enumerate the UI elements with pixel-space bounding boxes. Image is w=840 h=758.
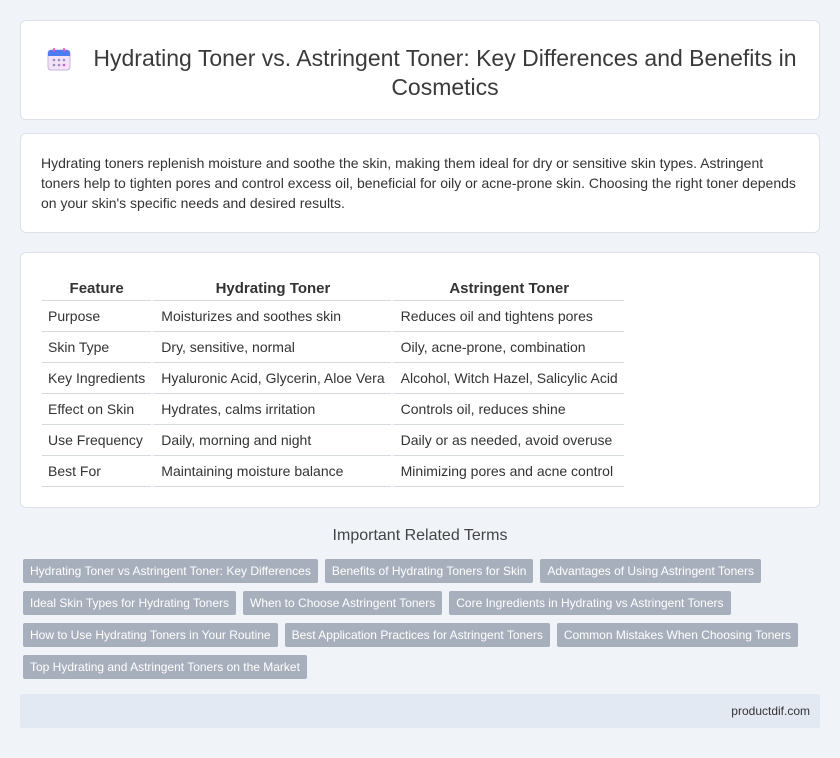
related-term-tag[interactable]: When to Choose Astringent Toners: [243, 591, 442, 615]
intro-paragraph: Hydrating toners replenish moisture and soothe the skin, making them ideal for dry or sensitive skin types. Astringent toners help to tighten pores and control excess oil, beneficial for oily or acne-prone skin. Choosing the right toner depends on your skin's specific needs and desired results.: [41, 155, 796, 211]
table-cell: Skin Type: [42, 332, 151, 363]
related-term-tag[interactable]: Best Application Practices for Astringent Toners: [285, 623, 550, 647]
related-term-tag[interactable]: Advantages of Using Astringent Toners: [540, 559, 761, 583]
table-cell: Minimizing pores and acne control: [391, 456, 624, 487]
comparison-card: [20, 252, 820, 508]
related-term-tag[interactable]: Common Mistakes When Choosing Toners: [557, 623, 798, 647]
intro-card: [20, 133, 820, 233]
column-header-feature: Feature: [42, 277, 151, 301]
table-cell: Daily, morning and night: [151, 425, 390, 456]
table-cell: Daily or as needed, avoid overuse: [391, 425, 624, 456]
related-term-tag[interactable]: Top Hydrating and Astringent Toners on the Market: [23, 655, 307, 679]
related-term-tag[interactable]: How to Use Hydrating Toners in Your Routine: [23, 623, 278, 647]
table-cell: Dry, sensitive, normal: [151, 332, 390, 363]
title-card: [20, 20, 820, 120]
column-header-astringent: Astringent Toner: [391, 277, 624, 301]
table-row: [42, 456, 624, 487]
related-terms-list: [23, 559, 823, 679]
table-cell: Reduces oil and tightens pores: [391, 301, 624, 332]
table-row: [42, 394, 624, 425]
table-cell: Hydrates, calms irritation: [151, 394, 390, 425]
footer-site-link[interactable]: productdif.com: [731, 704, 810, 718]
related-term-tag[interactable]: Benefits of Hydrating Toners for Skin: [325, 559, 534, 583]
calendar-icon: [47, 47, 71, 71]
related-term-tag[interactable]: Ideal Skin Types for Hydrating Toners: [23, 591, 236, 615]
table-cell: Key Ingredients: [42, 363, 151, 394]
table-row: [42, 332, 624, 363]
table-cell: Moisturizes and soothes skin: [151, 301, 390, 332]
table-cell: Controls oil, reduces shine: [391, 394, 624, 425]
table-row: [42, 301, 624, 332]
related-term-tag[interactable]: Hydrating Toner vs Astringent Toner: Key Differences: [23, 559, 318, 583]
footer: [20, 694, 820, 728]
table-row: [42, 363, 624, 394]
table-cell: Maintaining moisture balance: [151, 456, 390, 487]
table-cell: Best For: [42, 456, 151, 487]
related-term-tag[interactable]: Core Ingredients in Hydrating vs Astringent Toners: [449, 591, 730, 615]
table-cell: Oily, acne-prone, combination: [391, 332, 624, 363]
table-cell: Effect on Skin: [42, 394, 151, 425]
table-cell: Use Frequency: [42, 425, 151, 456]
table-cell: Purpose: [42, 301, 151, 332]
related-terms-heading: Important Related Terms: [332, 527, 508, 544]
table-header-row: [42, 277, 624, 301]
column-header-hydrating: Hydrating Toner: [151, 277, 390, 301]
table-cell: Hyaluronic Acid, Glycerin, Aloe Vera: [151, 363, 390, 394]
table-row: [42, 425, 624, 456]
comparison-table: [42, 277, 624, 487]
table-cell: Alcohol, Witch Hazel, Salicylic Acid: [391, 363, 624, 394]
page-title: Hydrating Toner vs. Astringent Toner: Key Differences and Benefits in Cosmetics: [93, 45, 797, 100]
